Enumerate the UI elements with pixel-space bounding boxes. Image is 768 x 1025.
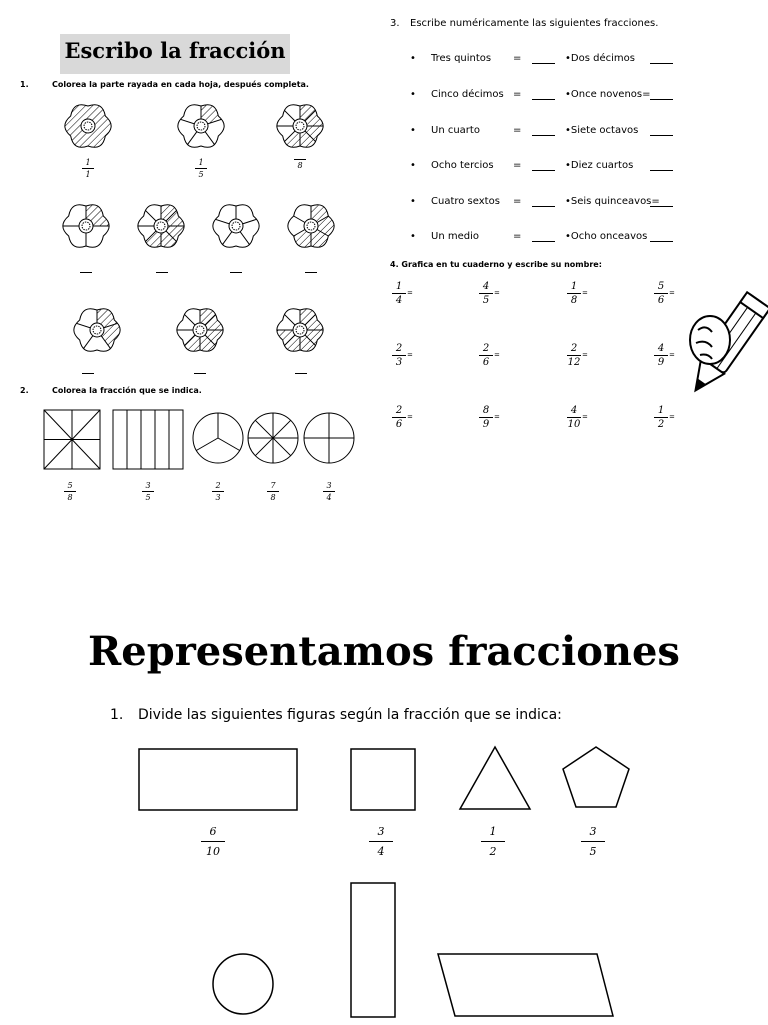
- flower-figure: [172, 290, 240, 370]
- answer-blank[interactable]: [532, 206, 555, 207]
- flower-center: [304, 219, 318, 233]
- q3-right-label: •Once novenos=: [565, 89, 651, 100]
- q3-right-label: •Siete octavos: [565, 125, 639, 136]
- q2-fraction-4: 7 8: [267, 481, 279, 502]
- q4-fraction: 5 6: [654, 281, 668, 306]
- q1-fraction-3: 8: [294, 158, 306, 170]
- equals-sign: =: [494, 289, 500, 297]
- equals-sign: =: [494, 351, 500, 359]
- pentagon-shape: [563, 747, 629, 807]
- q2-instruction: Colorea la fracción que se indica.: [52, 386, 202, 395]
- answer-blank[interactable]: [80, 271, 92, 273]
- answer-blank[interactable]: [295, 372, 307, 374]
- equals-sign: =: [407, 289, 413, 297]
- q1-number: 1.: [20, 80, 29, 89]
- ws2-fraction-4: 3 5: [581, 825, 605, 858]
- worksheet-title: Escribo la fracción: [64, 38, 286, 63]
- equals-sign: =: [407, 351, 413, 359]
- flower-figure: [260, 290, 340, 370]
- answer-blank[interactable]: [650, 206, 673, 207]
- flower-center: [193, 323, 207, 337]
- q4-fraction: 1 8: [567, 281, 581, 306]
- q1-fraction-2: 1 5: [195, 158, 207, 179]
- rectangle-shape: [139, 749, 297, 810]
- q2-shapes: [0, 400, 768, 520]
- answer-blank[interactable]: [532, 63, 555, 64]
- flower-center: [293, 119, 307, 133]
- flower-center: [79, 219, 93, 233]
- flower-figure: [177, 86, 239, 147]
- flower-figure: [133, 186, 201, 266]
- equals-sign: =: [582, 413, 588, 421]
- ws2-shapes: [0, 735, 768, 1025]
- shaded-part: [86, 186, 126, 226]
- rectangle-fifths: [113, 410, 183, 469]
- flower-center: [81, 119, 95, 133]
- q3-left-label: Cinco décimos: [431, 89, 504, 100]
- answer-blank[interactable]: [305, 271, 317, 273]
- equals-sign: =: [513, 89, 522, 100]
- q4-fraction: 2 12: [567, 343, 581, 368]
- flower-center: [229, 219, 243, 233]
- equals-sign: =: [513, 53, 522, 64]
- flower-center: [154, 219, 168, 233]
- flower-figure: [212, 201, 260, 247]
- circle-shape: [213, 954, 273, 1014]
- q4-fraction: 8 9: [479, 405, 493, 430]
- q3-instruction: Escribe numéricamente las siguientes fracciones.: [410, 18, 659, 29]
- answer-blank[interactable]: [194, 372, 206, 374]
- answer-blank[interactable]: [230, 271, 242, 273]
- equals-sign: =: [669, 289, 675, 297]
- answer-blank[interactable]: [532, 135, 555, 136]
- q4-fraction: 2 6: [392, 405, 406, 430]
- ws2-q1-instruction: Divide las siguientes figuras según la fracción que se indica:: [138, 707, 562, 723]
- q2-fraction-2: 3 5: [142, 481, 154, 502]
- equals-sign: =: [513, 125, 522, 136]
- answer-blank[interactable]: [650, 135, 673, 136]
- q1-instruction: Colorea la parte rayada en cada hoja, después completa.: [52, 80, 309, 89]
- q3-right-label: •Diez cuartos: [565, 160, 634, 171]
- answer-blank[interactable]: [650, 241, 673, 242]
- answer-blank[interactable]: [532, 241, 555, 242]
- ws2-fraction-3: 1 2: [481, 825, 505, 858]
- q4-fraction: 1 2: [654, 405, 668, 430]
- q4-fraction: 2 6: [479, 343, 493, 368]
- equals-sign: =: [582, 289, 588, 297]
- flower-center: [194, 119, 208, 133]
- equals-sign: =: [513, 231, 522, 242]
- flower-figure: [61, 186, 126, 251]
- q3-right-label: •Dos décimos: [565, 53, 635, 64]
- flower-center: [90, 323, 104, 337]
- square-eighths: [44, 410, 100, 469]
- shaded-part: [276, 226, 311, 266]
- bullet: •: [410, 160, 416, 171]
- q3-left-label: Un medio: [431, 231, 479, 242]
- q3-left-label: Ocho tercios: [431, 160, 494, 171]
- equals-sign: =: [582, 351, 588, 359]
- flower-center: [293, 323, 307, 337]
- worksheet2-title: Representamos fracciones: [88, 628, 680, 675]
- parallelogram-shape: [438, 954, 613, 1016]
- answer-blank[interactable]: [82, 372, 94, 374]
- q1-fraction-1: 1 1: [82, 158, 94, 179]
- bullet: •: [410, 89, 416, 100]
- q4-instruction: 4. Grafica en tu cuaderno y escribe su nombre:: [390, 260, 602, 269]
- ws2-q1-number: 1.: [110, 707, 124, 723]
- q3-left-label: Un cuarto: [431, 125, 480, 136]
- circle-quarters: [304, 413, 354, 463]
- equals-sign: =: [513, 160, 522, 171]
- ws2-fraction-1: 6 10: [201, 825, 225, 858]
- q3-left-label: Tres quintos: [431, 53, 492, 64]
- bullet: •: [410, 196, 416, 207]
- pencil-illustration: [680, 285, 768, 415]
- bullet: •: [410, 231, 416, 242]
- circle-thirds: [193, 413, 243, 463]
- answer-blank[interactable]: [156, 271, 168, 273]
- answer-blank[interactable]: [532, 170, 555, 171]
- flower-figure: [73, 290, 137, 362]
- square-shape: [351, 749, 415, 810]
- equals-sign: =: [669, 413, 675, 421]
- answer-blank[interactable]: [650, 63, 673, 64]
- q2-fraction-5: 3 4: [323, 481, 335, 502]
- q4-fraction: 1 4: [392, 281, 406, 306]
- equals-sign: =: [513, 196, 522, 207]
- flower-figure: [276, 186, 351, 266]
- q2-fraction-3: 2 3: [212, 481, 224, 502]
- q4-fraction: 2 3: [392, 343, 406, 368]
- flower-figure: [48, 86, 128, 166]
- q3-right-label: •Ocho onceavos: [565, 231, 648, 242]
- tall-rectangle-shape: [351, 883, 395, 1017]
- equals-sign: =: [669, 351, 675, 359]
- bullet: •: [410, 53, 416, 64]
- bullet: •: [410, 125, 416, 136]
- q3-left-label: Cuatro sextos: [431, 196, 500, 207]
- q4-fraction: 4 9: [654, 343, 668, 368]
- circle-eighths: [248, 413, 298, 463]
- triangle-shape: [460, 747, 530, 809]
- q2-number: 2.: [20, 386, 29, 395]
- flower-figure: [272, 86, 340, 166]
- q3-right-label: •Seis quinceavos=: [565, 196, 660, 207]
- q2-fraction-1: 5 8: [64, 481, 76, 502]
- equals-sign: =: [407, 413, 413, 421]
- answer-blank[interactable]: [650, 170, 673, 171]
- ws2-fraction-2: 3 4: [369, 825, 393, 858]
- q3-number: 3.: [390, 18, 400, 29]
- answer-blank[interactable]: [532, 99, 555, 100]
- q4-fraction: 4 10: [567, 405, 581, 430]
- answer-blank[interactable]: [650, 99, 673, 100]
- q4-fraction: 4 5: [479, 281, 493, 306]
- equals-sign: =: [494, 413, 500, 421]
